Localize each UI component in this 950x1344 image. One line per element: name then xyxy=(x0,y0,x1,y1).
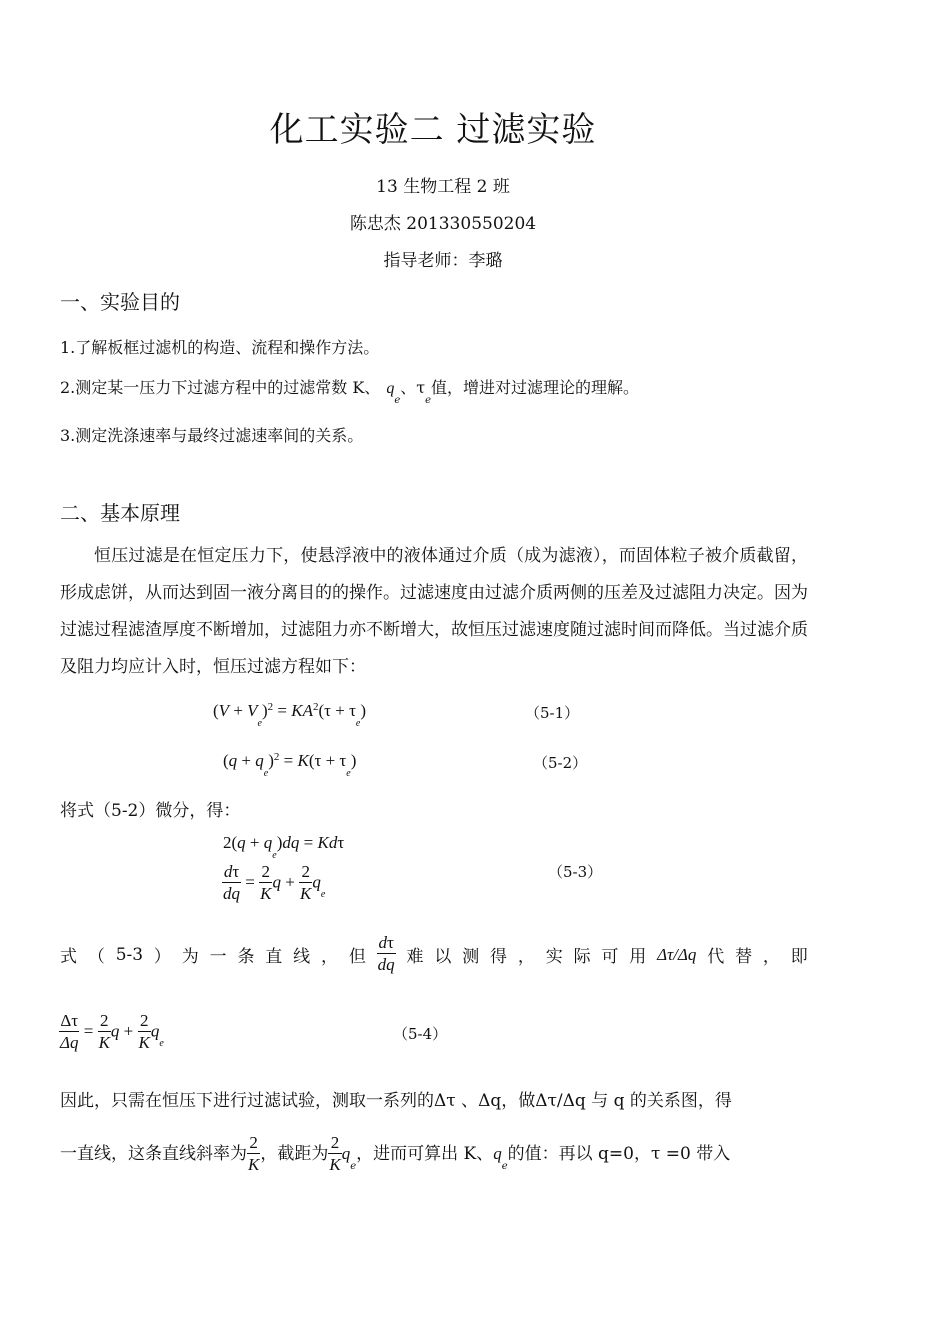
class-line: 13 生物工程 2 班 xyxy=(376,177,510,197)
equation-number-5-1: （5-1） xyxy=(525,704,580,722)
equation-5-1: $(V + V_e)^2 = KA^2(\tau + \tau_e)$ xyxy=(213,701,367,729)
purpose-item-2: 2.测定某一压力下过滤方程中的过滤常数 K、 $q_e$、$\tau_e$值，增进对过滤理论的理解。 xyxy=(60,378,640,406)
equation-5-3a: $2(q + q_e)dq = Kd\tau$ xyxy=(223,833,345,861)
equation-number-5-4: （5-4） xyxy=(393,1025,448,1043)
equation-5-3b: $\frac{d\tau}{dq}$ = $\frac{2}{K}$ q + $\frac{2}{K}$ $q_e$ xyxy=(223,862,326,903)
equation-number-5-2: （5-2） xyxy=(533,754,588,772)
conclusion-line: 因此，只需在恒压下进行过滤试验，测取一系列的Δτ 、Δq，做Δτ/Δq 与 q 的关系图，得 xyxy=(60,1091,732,1111)
differentiate-line: 将式（5-2）微分，得： xyxy=(60,801,241,821)
principle-paragraph: 恒压过滤是在恒定压力下，使悬浮液中的液体通过介质（成为滤液），而固体粒子被介质截留，形成虑饼，从而达到固一液分离目的的操作。过滤速度由过滤介质两侧的压差及过滤阻力决定。因为过滤过程滤渣厚度不断增加，过滤阻力亦不断增大，故恒压过滤速度随过滤时间而降低。当过滤介质及阻力均应计入时，恒压过滤方程如下： xyxy=(60,546,808,677)
section-heading-principle: 二、基本原理 xyxy=(60,501,180,525)
page-title: 化工实验二 过滤实验 xyxy=(269,110,597,150)
slope-intercept-line: 一直线，这条直线斜率为 $\frac{2}{K}$ ，截距为 $\frac{2}{K}$ $q_e$，进而可算出 K、$q_e$的值：再以 q=0，τ =0 带入 xyxy=(60,1133,731,1174)
advisor-line: 指导老师：李璐 xyxy=(383,251,503,271)
section-heading-purpose: 一、实验目的 xyxy=(60,290,180,314)
purpose-item-1: 1.了解板框过滤机的构造、流程和操作方法。 xyxy=(60,338,380,357)
author-line: 陈忠杰 201330550204 xyxy=(349,214,537,234)
equation-5-4: $\frac{\Delta\tau}{\Delta q}$ = $\frac{2}{K}$ q + $\frac{2}{K}$ $q_e$ xyxy=(60,1011,164,1052)
straight-line-sentence: 式 （ 5-3 ） 为 一 条 直 线 ， 但 $\frac{d\tau}{dq}$ 难 以 测 得 ， 实 际 可 用 Δτ/Δq 代 替 ， 即 xyxy=(60,933,808,974)
purpose-item-3: 3.测定洗涤速率与最终过滤速率间的关系。 xyxy=(60,426,364,445)
equation-5-2: $(q + q_e)^2 = K(\tau + \tau_e)$ xyxy=(223,751,357,779)
equation-number-5-3: （5-3） xyxy=(548,863,603,881)
